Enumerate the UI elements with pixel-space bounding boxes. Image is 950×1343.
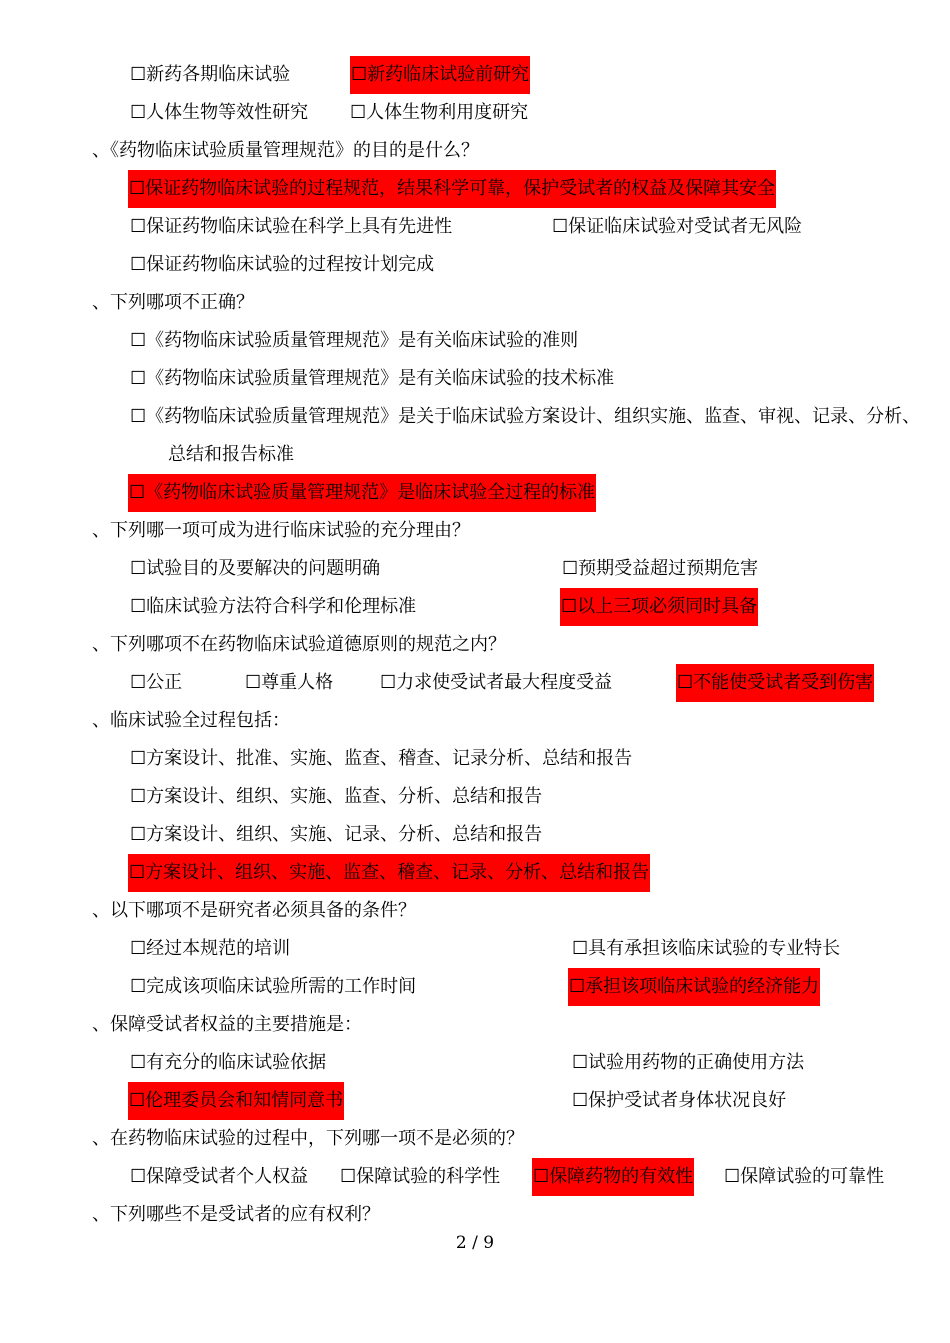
line-q2 [0, 132, 950, 170]
question-text: 、下列哪一项可成为进行临床试验的充分理由？ [92, 520, 470, 541]
option-text: ☐试验用药物的正确使用方法 [572, 1052, 805, 1073]
highlighted-answer: ☐新药临床试验前研究 [350, 56, 530, 94]
option-text: ☐保证临床试验对受试者无风险 [552, 216, 803, 237]
line-q7-opt-1 [0, 930, 950, 968]
line-q4-opt-2 [0, 588, 950, 626]
question-text: 、下列哪项不正确？ [92, 292, 254, 313]
line-q3-opt-4 [0, 474, 950, 512]
option-text: ☐人体生物利用度研究 [350, 102, 529, 123]
option-text: ☐尊重人格 [245, 672, 334, 693]
line-q3-opt-2 [0, 360, 950, 398]
option-text: 总结和报告标准 [168, 444, 294, 465]
question-text: 、以下哪项不是研究者必须具备的条件？ [92, 900, 416, 921]
option-text: ☐方案设计、批准、实施、监查、稽查、记录分析、总结和报告 [130, 748, 633, 769]
line-q5-opts [0, 664, 950, 702]
line-q6-opt-3 [0, 816, 950, 854]
line-q1-opt-2 [0, 94, 950, 132]
line-q7 [0, 892, 950, 930]
highlighted-answer: ☐不能使受试者受到伤害 [676, 664, 874, 702]
page-number: 2 / 9 [455, 1233, 495, 1253]
option-text: ☐保障试验的科学性 [340, 1166, 501, 1187]
option-text: ☐公正 [130, 672, 183, 693]
highlighted-answer: ☐方案设计、组织、实施、监查、稽查、记录、分析、总结和报告 [128, 854, 650, 892]
highlighted-answer: ☐以上三项必须同时具备 [560, 588, 758, 626]
line-q10 [0, 1196, 950, 1234]
option-text: ☐具有承担该临床试验的专业特长 [572, 938, 841, 959]
option-text: ☐有充分的临床试验依据 [130, 1052, 327, 1073]
highlighted-answer: ☐承担该项临床试验的经济能力 [568, 968, 820, 1006]
line-q6 [0, 702, 950, 740]
option-text: ☐力求使受试者最大程度受益 [380, 672, 613, 693]
line-q3-opt-3b [0, 436, 950, 474]
line-q3 [0, 284, 950, 322]
line-q3-opt-1 [0, 322, 950, 360]
line-q6-opt-2 [0, 778, 950, 816]
highlighted-answer: ☐保证药物临床试验的过程规范，结果科学可靠，保护受试者的权益及保障其安全 [128, 170, 776, 208]
option-text: ☐保障受试者个人权益 [130, 1166, 309, 1187]
line-q6-opt-4 [0, 854, 950, 892]
question-text: 、保障受试者权益的主要措施是： [92, 1014, 362, 1035]
highlighted-answer: ☐保障药物的有效性 [532, 1158, 694, 1196]
option-text: ☐保护受试者身体状况良好 [572, 1090, 787, 1111]
option-text: ☐临床试验方法符合科学和伦理标准 [130, 596, 417, 617]
line-q8 [0, 1006, 950, 1044]
line-q6-opt-1 [0, 740, 950, 778]
question-text: 、《药物临床试验质量管理规范》的目的是什么？ [92, 140, 479, 161]
option-text: ☐《药物临床试验质量管理规范》是有关临床试验的技术标准 [130, 368, 615, 389]
line-q4-opt-1 [0, 550, 950, 588]
option-text: ☐完成该项临床试验所需的工作时间 [130, 976, 417, 997]
highlighted-answer: ☐《药物临床试验质量管理规范》是临床试验全过程的标准 [128, 474, 596, 512]
option-text: ☐预期受益超过预期危害 [562, 558, 759, 579]
line-q8-opt-1 [0, 1044, 950, 1082]
option-text: ☐方案设计、组织、实施、记录、分析、总结和报告 [130, 824, 543, 845]
line-q3-opt-3 [0, 398, 950, 436]
option-text: ☐《药物临床试验质量管理规范》是有关临床试验的准则 [130, 330, 579, 351]
highlighted-answer: ☐伦理委员会和知情同意书 [128, 1082, 344, 1120]
line-q2-opt-1 [0, 170, 950, 208]
option-text: ☐新药各期临床试验 [130, 64, 291, 85]
line-q5 [0, 626, 950, 664]
line-q9-opts [0, 1158, 950, 1196]
option-text: ☐方案设计、组织、实施、监查、分析、总结和报告 [130, 786, 543, 807]
question-text: 、下列哪些不是受试者的应有权利？ [92, 1204, 380, 1225]
option-text: ☐保障试验的可靠性 [724, 1166, 885, 1187]
question-text: 、在药物临床试验的过程中，下列哪一项不是必须的？ [92, 1128, 524, 1149]
option-text: ☐试验目的及要解决的问题明确 [130, 558, 381, 579]
line-q4 [0, 512, 950, 550]
question-text: 、下列哪项不在药物临床试验道德原则的规范之内？ [92, 634, 506, 655]
option-text: ☐经过本规范的培训 [130, 938, 291, 959]
option-text: ☐保证药物临床试验的过程按计划完成 [130, 254, 435, 275]
option-text: ☐《药物临床试验质量管理规范》是关于临床试验方案设计、组织实施、监查、审视、记录、分析、 [130, 406, 921, 427]
line-q2-opt-3 [0, 246, 950, 284]
line-q1-opt-1 [0, 56, 950, 94]
question-text: 、临床试验全过程包括： [92, 710, 290, 731]
option-text: ☐人体生物等效性研究 [130, 102, 309, 123]
line-q9 [0, 1120, 950, 1158]
line-q7-opt-2 [0, 968, 950, 1006]
line-q8-opt-2 [0, 1082, 950, 1120]
option-text: ☐保证药物临床试验在科学上具有先进性 [130, 216, 453, 237]
line-q2-opt-2 [0, 208, 950, 246]
